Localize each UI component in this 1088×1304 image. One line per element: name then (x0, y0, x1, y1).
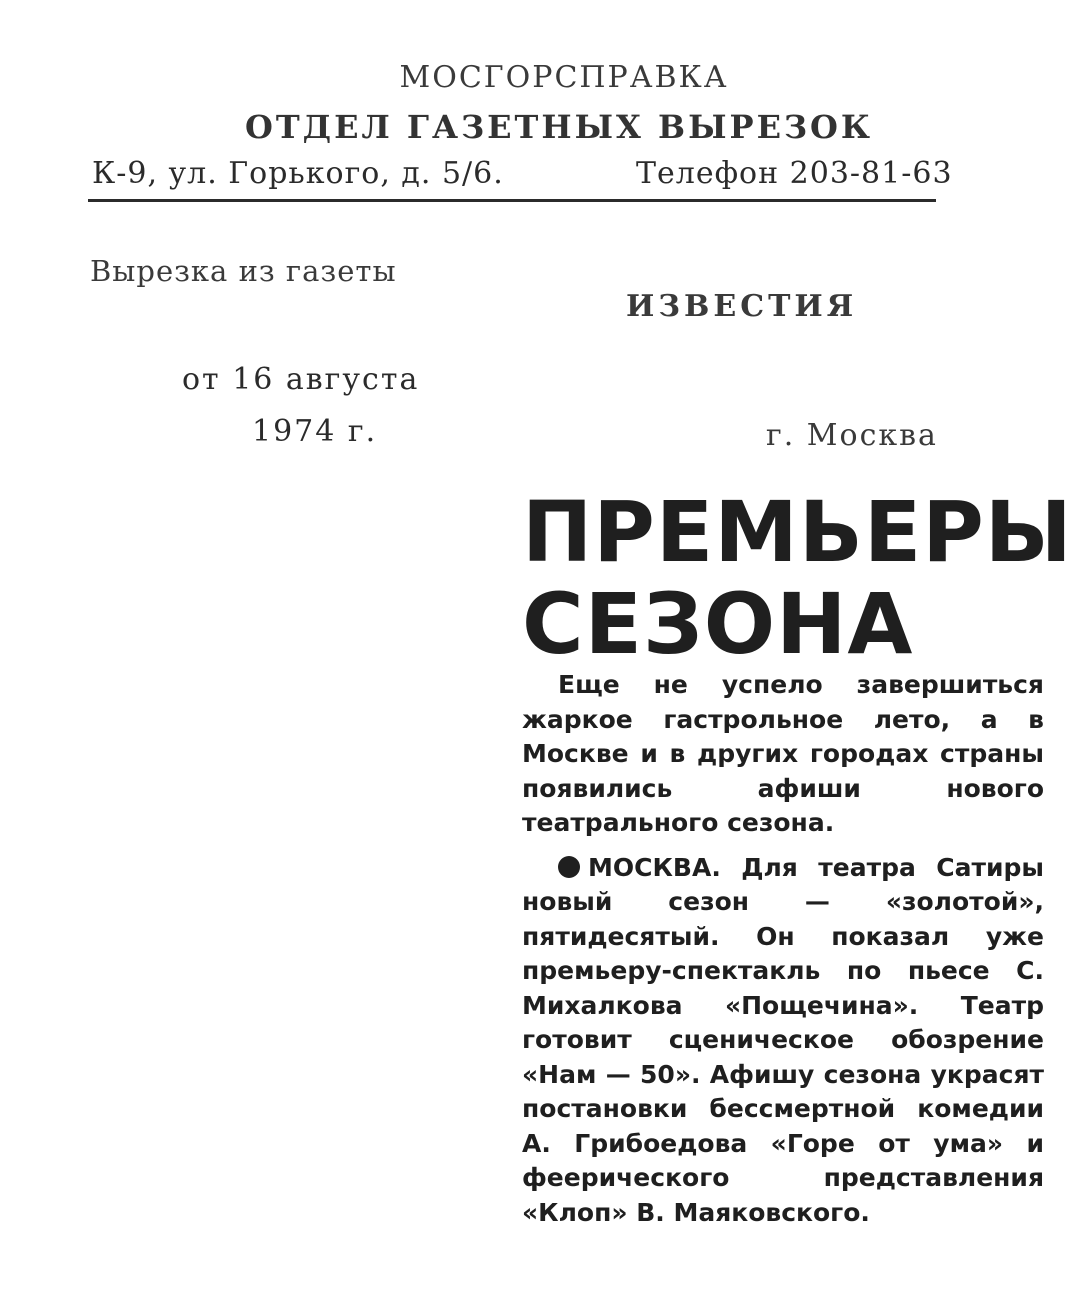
article-lead: Еще не успело завершиться жаркое гастрольное лето, а в Москве и в других городах страны появились афиши нового театрального сезона. (522, 670, 1044, 837)
newspaper-name: ИЗВЕСТИЯ (626, 289, 858, 324)
header-divider (88, 199, 936, 202)
department-name: ОТДЕЛ ГАЗЕТНЫХ ВЫРЕЗОК (244, 108, 874, 146)
address: К-9, ул. Горького, д. 5/6. (92, 156, 504, 191)
headline-line-1: ПРЕМЬЕРЫ (522, 483, 1073, 581)
clipping-date: от 16 августа (182, 362, 420, 397)
article-section (522, 851, 1044, 1231)
clipping-year: 1974 г. (252, 414, 378, 449)
bullet-icon (558, 856, 580, 878)
section-city: МОСКВА. (588, 852, 721, 882)
article-body (522, 668, 1044, 1230)
clipping-label: Вырезка из газеты (90, 254, 397, 288)
org-name: МОСГОРСПРАВКА (399, 60, 729, 95)
headline-line-2: СЕЗОНА (522, 575, 914, 673)
phone-number: Телефон 203-81-63 (636, 156, 953, 191)
clipping-city: г. Москва (766, 418, 938, 453)
section-body: Для театра Сатиры новый сезон — «золотой», пятидесятый. Он показал уже премьеру-спектакль по пьесе С. Михалкова «Пощечина». Театр готовит сценическое обозрение «Нам — 50». Афишу сезона украсят постановки бессмертной комедии А. Грибоедова «Горе от ума» и феерического представления «Клоп» В. Маяковского. (522, 852, 1044, 1227)
